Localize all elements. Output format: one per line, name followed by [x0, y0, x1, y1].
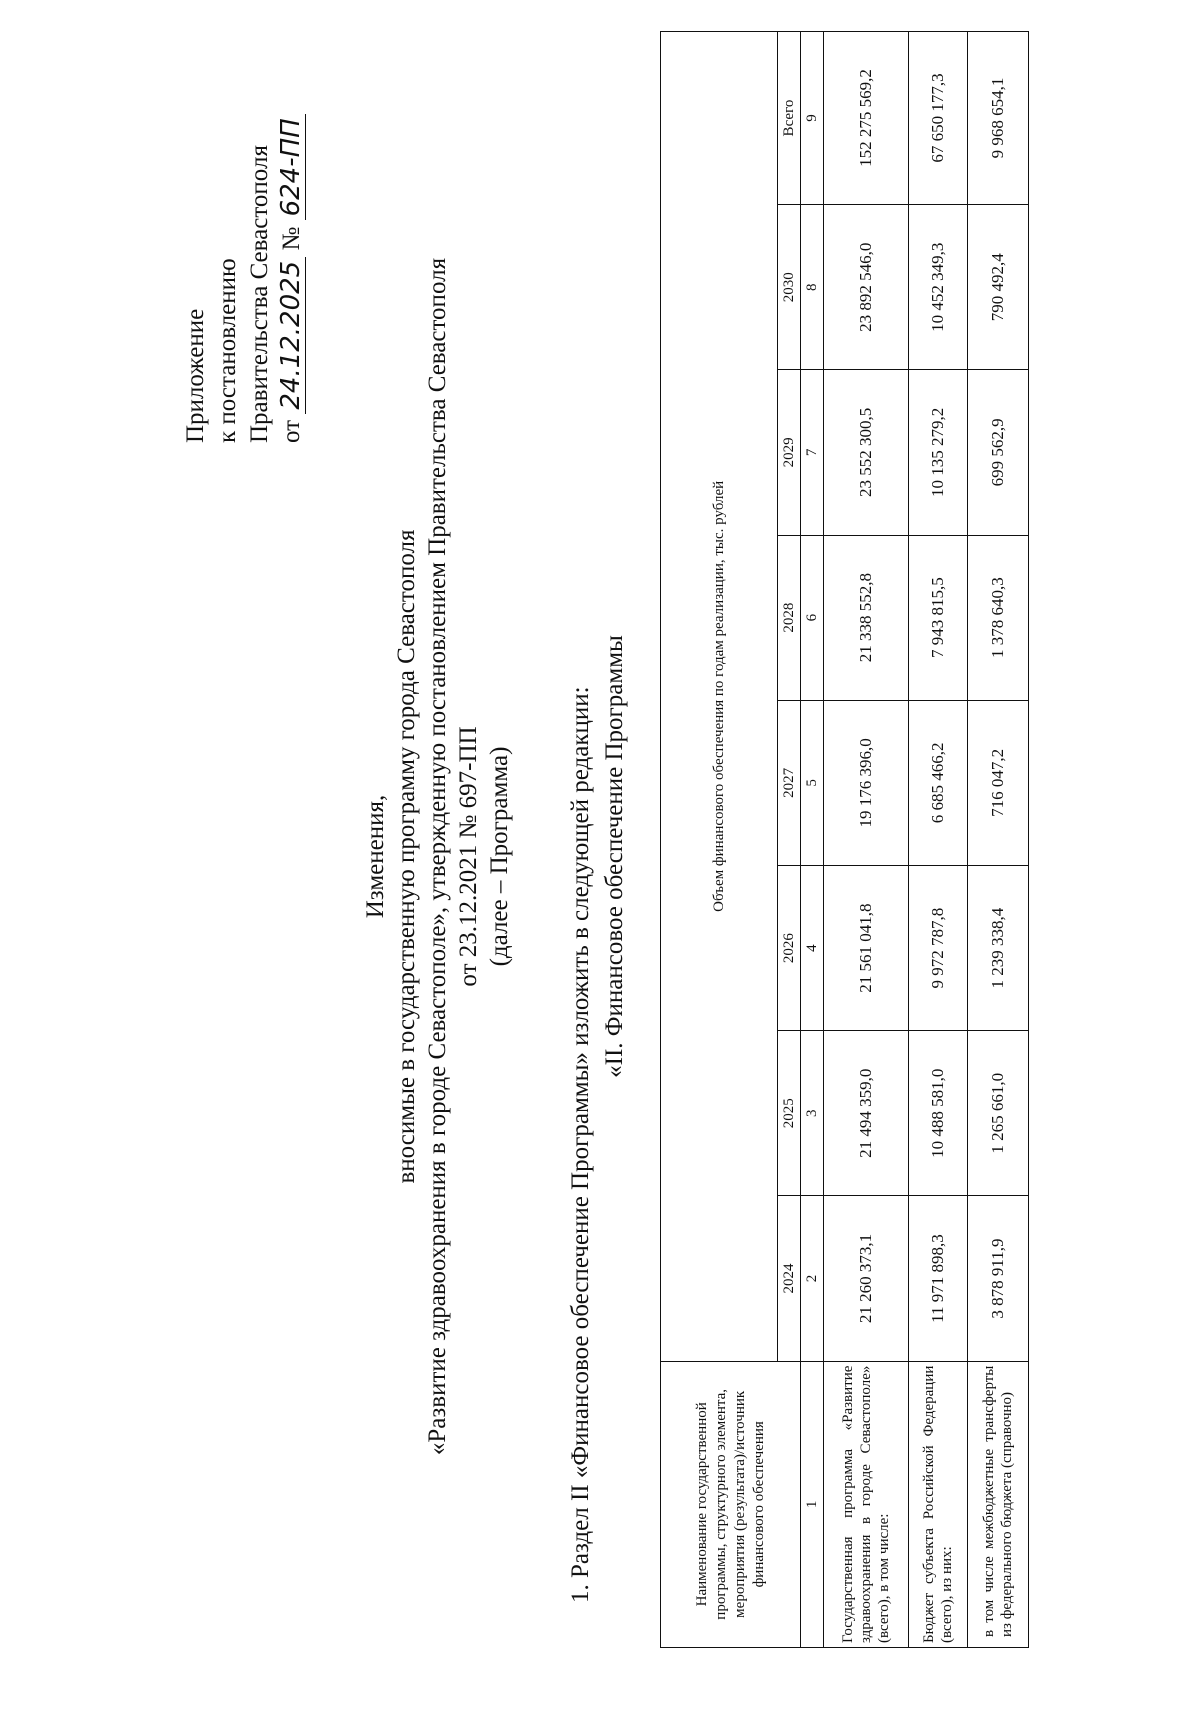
row-value: 1 239 338,4 — [968, 865, 1029, 1030]
row-value: 1 265 661,0 — [968, 1031, 1029, 1196]
appendix-line-3: Правительства Севастополя — [246, 145, 273, 443]
row-value: 23 892 546,0 — [824, 205, 909, 370]
column-number: 9 — [801, 32, 824, 205]
title-line-1: Изменения, — [362, 794, 389, 919]
table-header-group: Объем финансового обеспечения по годам реализации, тыс. рублей — [661, 32, 778, 1362]
table-header-year: 2025 — [778, 1031, 801, 1196]
row-value: 9 972 787,8 — [909, 865, 968, 1030]
column-number: 7 — [801, 370, 824, 535]
number-prefix: № — [278, 226, 305, 251]
row-value: 11 971 898,3 — [909, 1196, 968, 1361]
row-total: 67 650 177,3 — [909, 32, 968, 205]
row-value: 699 562,9 — [968, 370, 1029, 535]
document-title — [360, 0, 515, 1713]
row-label: в том числе межбюджетные трансферты из федерального бюджета (справочно) — [968, 1361, 1029, 1647]
table-header-name: Наименование государственной программы, структурного элемента, мероприятия (результата)/источник финансового обеспечения — [661, 1361, 801, 1647]
row-label: Бюджет субъекта Российской Федерации (всего), из них: — [909, 1361, 968, 1647]
date-prefix: от — [278, 419, 305, 443]
title-line-5: (далее – Программа) — [486, 746, 513, 967]
appendix-line-2: к постановлению — [214, 258, 241, 443]
table-header-year: 2028 — [778, 535, 801, 700]
column-number: 4 — [801, 865, 824, 1030]
row-value: 790 492,4 — [968, 205, 1029, 370]
row-label: Государственная программа «Развитие здравоохранения в городе Севастополе» (всего), в том числе: — [824, 1361, 909, 1647]
row-value: 3 878 911,9 — [968, 1196, 1029, 1361]
row-value: 10 452 349,3 — [909, 205, 968, 370]
column-number: 8 — [801, 205, 824, 370]
table-row — [968, 32, 1029, 1648]
row-value: 21 260 373,1 — [824, 1196, 909, 1361]
appendix-block — [180, 114, 308, 443]
row-value: 10 488 581,0 — [909, 1031, 968, 1196]
title-line-4: от 23.12.2021 № 697-ПП — [455, 726, 482, 987]
row-value: 21 494 359,0 — [824, 1031, 909, 1196]
row-value: 19 176 396,0 — [824, 700, 909, 865]
row-value: 21 338 552,8 — [824, 535, 909, 700]
table-header-total: Всего — [778, 32, 801, 205]
column-number: 3 — [801, 1031, 824, 1196]
table-row — [909, 32, 968, 1648]
appendix-line-1: Приложение — [182, 308, 209, 443]
table-header-year: 2030 — [778, 205, 801, 370]
column-number: 2 — [801, 1196, 824, 1361]
table-header-year: 2026 — [778, 865, 801, 1030]
row-value: 716 047,2 — [968, 700, 1029, 865]
section-subtitle: «II. Финансовое обеспечение Программы — [601, 635, 628, 1078]
column-number: 6 — [801, 535, 824, 700]
column-number: 1 — [801, 1361, 824, 1647]
column-number: 5 — [801, 700, 824, 865]
row-value: 23 552 300,5 — [824, 370, 909, 535]
row-value: 10 135 279,2 — [909, 370, 968, 535]
title-line-3: «Развитие здравоохранения в городе Севастополе», утвержденную постановлением Правительства Севастополя — [424, 257, 451, 1456]
table-header-year: 2029 — [778, 370, 801, 535]
section-intro: 1. Раздел II «Финансовое обеспечение Программы» изложить в следующей редакции: — [567, 686, 594, 1603]
row-value: 21 561 041,8 — [824, 865, 909, 1030]
table-header-year: 2024 — [778, 1196, 801, 1361]
appendix-date-line — [276, 114, 308, 443]
table-row — [824, 32, 909, 1648]
handwritten-number: 624-ПП — [277, 114, 306, 220]
row-total: 9 968 654,1 — [968, 32, 1029, 205]
row-value: 1 378 640,3 — [968, 535, 1029, 700]
row-value: 7 943 815,5 — [909, 535, 968, 700]
title-line-2: вносимые в государственную программу города Севастополя — [393, 529, 420, 1184]
table-header-year: 2027 — [778, 700, 801, 865]
handwritten-date: 24.12.2025 — [277, 257, 306, 414]
row-total: 152 275 569,2 — [824, 32, 909, 205]
financing-table — [660, 31, 1029, 1648]
row-value: 6 685 466,2 — [909, 700, 968, 865]
